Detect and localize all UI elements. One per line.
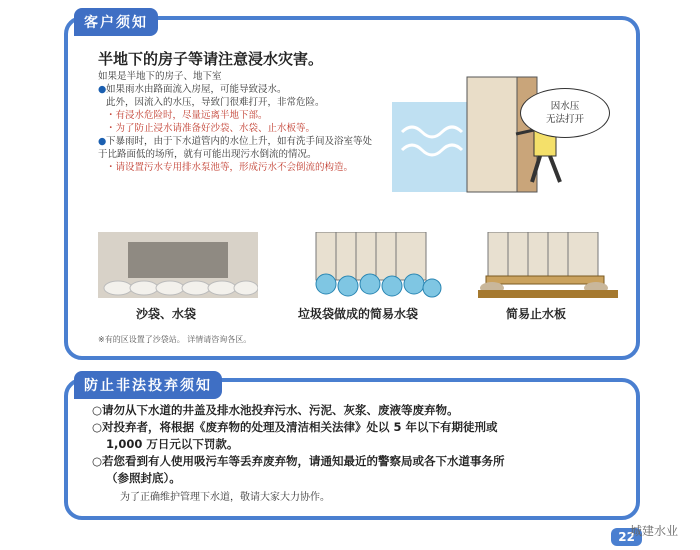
warning-3: ・请设置污水专用排水泵池等，形成污水不会倒流的构造。 — [106, 162, 354, 173]
page-number-badge: 22 — [611, 528, 642, 546]
dumping-rule-1: ○请勿从下水道的井盖及排水池投弃污水、污泥、灰浆、废液等废弃物。 — [92, 403, 459, 417]
garbage-bag-water-bag-drawing — [306, 232, 446, 298]
watermark: 城建水业 — [629, 524, 678, 538]
intro-text: 如果是半地下的房子、地下室 — [98, 71, 222, 82]
dumping-rule-3-cont: （参照封底）。 — [106, 471, 181, 485]
simple-water-barrier-drawing — [478, 232, 618, 298]
bullet1-cont: 此外，因流入的水压，导致门很难打开，非常危险。 — [106, 97, 325, 108]
section1-heading: 半地下的房子等请注意浸水灾害。 — [98, 50, 324, 68]
bullet-icon: ● — [98, 84, 107, 95]
closing-text: 为了正确维护管理下水道，敬请大家大力协作。 — [120, 492, 330, 503]
illegal-dumping-tab: 防止非法投弃须知 — [74, 371, 222, 399]
dumping-rule-2: ○对投弃者，将根据《废弃物的处理及清洁相关法律》处以 5 年以下有期徒刑或 — [92, 420, 498, 434]
dumping-rule-2-cont: 1,000 万日元以下罚款。 — [106, 437, 239, 451]
warning-1: ・有浸水危险时，尽量远离半地下部。 — [106, 110, 268, 121]
dumping-rule-3: ○若您看到有人使用吸污车等丢弃废弃物，请通知最近的警察局或各下水道事务所 — [92, 454, 505, 468]
section1-body — [98, 70, 378, 174]
caption-garbage-bag: 垃圾袋做成的简易水袋 — [298, 307, 419, 321]
customer-notice-tab: 客户须知 — [74, 8, 158, 36]
speech-bubble: 因水压 无法打开 — [520, 88, 610, 138]
sandbag-photo — [98, 232, 258, 298]
sandbag-station-note: ※有的区设置了沙袋站。 详情请咨询各区。 — [98, 335, 252, 344]
bullet2: ●下暴雨时，由于下水道管内的水位上升，如有洗手间及浴室等处于比路面低的场所，就有可能出现污水倒流的情况。 — [98, 136, 373, 160]
section2-body — [92, 402, 632, 487]
bullet1: ●如果雨水由路面流入房屋，可能导致浸水。 — [98, 84, 287, 95]
caption-water-barrier: 简易止水板 — [506, 307, 567, 321]
warning-2: ・为了防止浸水请准备好沙袋、水袋、止水板等。 — [106, 123, 316, 134]
bullet-icon: ● — [98, 136, 107, 147]
caption-sandbag: 沙袋、水袋 — [136, 307, 197, 321]
